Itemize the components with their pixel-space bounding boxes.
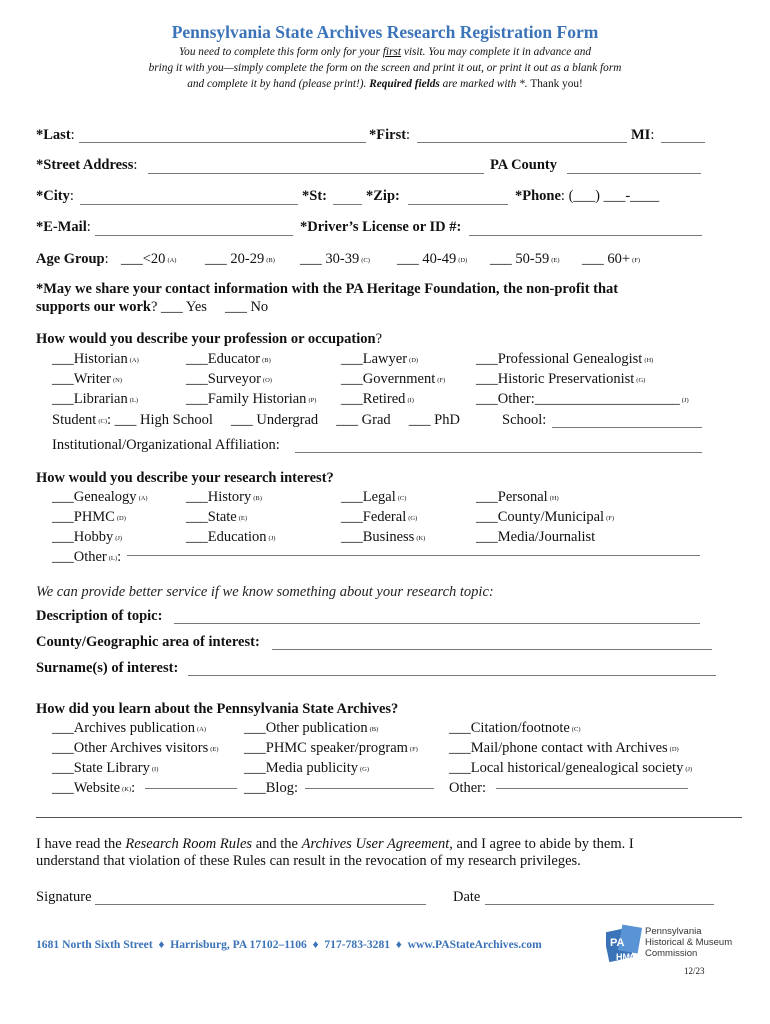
- profession-option: ___Lawyer (D): [341, 351, 419, 367]
- profession-option: ___Government (F): [341, 371, 446, 387]
- learn-option: ___Other publication (B): [244, 720, 379, 736]
- school-label: School:: [502, 412, 547, 428]
- date-input[interactable]: [485, 904, 714, 905]
- profession-col-1[interactable]: [52, 350, 139, 410]
- county-input[interactable]: [567, 173, 701, 174]
- description-input[interactable]: [174, 623, 700, 624]
- county-label: PA County: [490, 157, 558, 173]
- age-option[interactable]: ___ 20-29 (B): [205, 251, 275, 267]
- license-input[interactable]: [469, 235, 702, 236]
- interest-option: ___Genealogy (A): [52, 489, 148, 505]
- profession-col-4[interactable]: [476, 350, 689, 410]
- phone-label: *Phone: (___) ___-____: [515, 188, 660, 204]
- svg-text:PA: PA: [610, 937, 625, 949]
- age-option[interactable]: ___ 40-49 (D): [397, 251, 468, 267]
- profession-option: ___Historian (A): [52, 351, 139, 367]
- city-input[interactable]: [80, 204, 298, 205]
- profession-option: ___Professional Genealogist (H): [476, 351, 654, 367]
- city-label: *City:: [36, 188, 74, 204]
- interest-option: ___Other (L):: [52, 549, 122, 565]
- street-label: *Street Address:: [36, 157, 138, 173]
- interest-option: ___Business (K): [341, 529, 426, 545]
- profession-option: ___Educator (B): [186, 351, 271, 367]
- footer-address: 1681 North Sixth Street ♦ Harrisburg, PA 17102–1106 ♦ 717-783-3281 ♦ www.PAStateArchives.com: [36, 938, 542, 951]
- email-label: *E-Mail:: [36, 219, 91, 235]
- last-input[interactable]: [79, 142, 366, 143]
- profession-option: ___Writer (N): [52, 371, 123, 387]
- learn-option: ___Archives publication (A): [52, 720, 206, 736]
- street-input[interactable]: [148, 173, 484, 174]
- interest-option: ___History (B): [186, 489, 262, 505]
- license-label: *Driver’s License or ID #:: [300, 219, 462, 235]
- interest-col-4[interactable]: [476, 488, 614, 546]
- learn-option: ___Other Archives visitors (E): [52, 740, 219, 756]
- st-label: *St:: [302, 188, 327, 204]
- profession-option: ___Surveyor (O): [186, 371, 272, 387]
- learn-col-2[interactable]: [244, 719, 418, 797]
- profession-option: ___Retired (I): [341, 391, 414, 407]
- interest-option: ___Education (J): [186, 529, 276, 545]
- agreement-text-2: understand that violation of these Rules can result in the revocation of my research privileges.: [36, 853, 581, 869]
- learn-option: ___Citation/footnote (C): [449, 720, 581, 736]
- school-input[interactable]: [552, 427, 702, 428]
- profession-option: ___Other:____________________ (J): [476, 391, 689, 407]
- share-question: *May we share your contact information with the PA Heritage Foundation, the non-profit that: [36, 281, 619, 297]
- topic-intro: We can provide better service if we know something about your research topic:: [36, 584, 494, 600]
- learn-option: ___Local historical/genealogical society (J): [449, 760, 693, 776]
- blog-input[interactable]: [305, 788, 434, 789]
- institution-input[interactable]: [295, 452, 702, 453]
- signature-label: Signature: [36, 889, 92, 905]
- county-area-input[interactable]: [272, 649, 712, 650]
- first-input[interactable]: [417, 142, 627, 143]
- profession-col-3[interactable]: [341, 350, 445, 410]
- learn-option: Other:: [449, 780, 487, 796]
- interest-option: ___Personal (H): [476, 489, 559, 505]
- description-label: Description of topic:: [36, 608, 163, 624]
- last-label: *Last:: [36, 127, 75, 143]
- signature-input[interactable]: [95, 904, 426, 905]
- age-group-label: Age Group:: [36, 251, 109, 267]
- interest-option: ___PHMC (D): [52, 509, 126, 525]
- age-option[interactable]: ___<20 (A): [121, 251, 177, 267]
- intro-text: You need to complete this form only for your first visit. You may complete it in advance and bring it with you—simply complete the form on the screen and print it out, or print it out as a blank form and complete it by hand (please print!). Required fields are marked with *. Thank you!: [148, 46, 622, 90]
- website-input[interactable]: [145, 788, 237, 789]
- interest-option: ___Media/Journalist: [476, 529, 596, 545]
- surnames-input[interactable]: [188, 675, 716, 676]
- profession-col-2[interactable]: [186, 350, 316, 410]
- institution-label: Institutional/Organizational Affiliation:: [52, 437, 280, 453]
- interest-question: How would you describe your research interest?: [36, 470, 334, 486]
- learn-col-1[interactable]: [52, 719, 219, 799]
- interest-option: ___Federal (G): [341, 509, 418, 525]
- date-label: Date: [453, 889, 481, 905]
- revision-date: 12/23: [684, 966, 705, 976]
- profession-option: ___Historic Preservationist (G): [476, 371, 646, 387]
- mi-label: MI:: [631, 127, 655, 143]
- zip-input[interactable]: [408, 204, 508, 205]
- interest-other-input[interactable]: [127, 555, 700, 556]
- learn-option: ___Blog:: [244, 780, 298, 796]
- section-divider: [36, 817, 742, 818]
- interest-option: ___Legal (C): [341, 489, 407, 505]
- learn-option: ___Mail/phone contact with Archives (D): [449, 740, 679, 756]
- surnames-label: Surname(s) of interest:: [36, 660, 179, 676]
- learn-option: ___State Library (I): [52, 760, 159, 776]
- zip-label: *Zip:: [366, 188, 400, 204]
- interest-col-3[interactable]: [341, 488, 425, 548]
- learn-col-3[interactable]: [449, 719, 692, 797]
- st-input[interactable]: [333, 204, 362, 205]
- interest-option: ___Hobby (J): [52, 529, 123, 545]
- learn-option: ___PHMC speaker/program (F): [244, 740, 418, 756]
- interest-col-1[interactable]: [52, 488, 148, 568]
- interest-col-2[interactable]: [186, 488, 275, 548]
- page-title: Pennsylvania State Archives Research Registration Form: [171, 22, 599, 42]
- learn-option: ___Website (K):: [52, 780, 136, 796]
- other-source-input[interactable]: [496, 788, 688, 789]
- share-options[interactable]: supports our work? ___ Yes ___ No: [36, 299, 269, 315]
- agreement-text-1: I have read the Research Room Rules and the Archives User Agreement, and I agree to abide by them. I: [36, 836, 634, 852]
- interest-option: ___State (E): [186, 509, 248, 525]
- phmc-logo-icon: [606, 924, 644, 964]
- learn-option: ___Media publicity (G): [244, 760, 369, 776]
- profession-option: ___Family Historian (P): [186, 391, 317, 407]
- interest-option: ___County/Municipal (F): [476, 509, 615, 525]
- profession-question: How would you describe your profession or occupation?: [36, 331, 383, 347]
- mi-input[interactable]: [661, 142, 705, 143]
- learn-question: How did you learn about the Pennsylvania State Archives?: [36, 701, 399, 717]
- email-input[interactable]: [95, 235, 293, 236]
- first-label: *First:: [369, 127, 411, 143]
- student-options[interactable]: Student (C): ___ High School ___ Undergrad ___ Grad ___ PhD: [52, 412, 460, 428]
- svg-text:HMC: HMC: [616, 952, 637, 962]
- age-option[interactable]: ___ 50-59 (E): [490, 251, 560, 267]
- profession-option: ___Librarian (L): [52, 391, 139, 407]
- logo-text: Pennsylvania Historical & Museum Commission: [645, 926, 733, 959]
- age-option[interactable]: ___ 60+ (F): [582, 251, 641, 267]
- county-area-label: County/Geographic area of interest:: [36, 634, 260, 650]
- age-option[interactable]: ___ 30-39 (C): [300, 251, 370, 267]
